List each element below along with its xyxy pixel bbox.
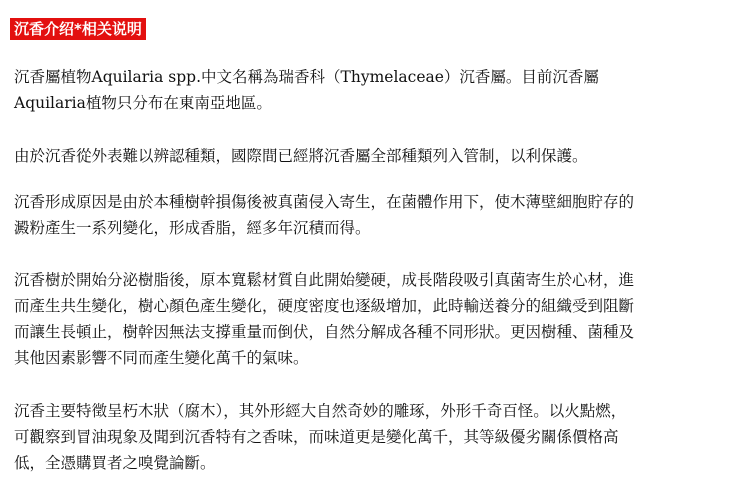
- paragraph-line: 沉香樹於開始分泌樹脂後，原本寬鬆材質自此開始變硬，成長階段吸引真菌寄生於心材，進: [14, 271, 635, 289]
- paragraph-line: 由於沉香從外表難以辨認種類，國際間已經將沉香屬全部種類列入管制，以利保護。: [14, 147, 588, 165]
- paragraph-line: Aquilaria植物只分布在東南亞地區。: [14, 94, 272, 112]
- paragraph-line: 低，全憑購買者之嗅覺論斷。: [14, 454, 216, 472]
- paragraph-line: 沉香形成原因是由於本種樹幹損傷後被真菌侵入寄生，在菌體作用下，使木薄壁細胞貯存的: [14, 193, 635, 211]
- paragraph-line: 沉香主要特徵呈朽木狀（腐木），其外形經大自然奇妙的雕琢，外形千奇百怪。以火點燃，: [14, 402, 627, 420]
- paragraph-3: [14, 189, 749, 241]
- paragraph-5: [14, 398, 749, 476]
- paragraph-line: 其他因素影響不同而產生變化萬千的氣味。: [14, 349, 309, 367]
- paragraph-4: [14, 267, 749, 371]
- paragraph-1: [14, 64, 749, 116]
- paragraph-line: 而產生共生變化，樹心顏色產生變化，硬度密度也逐級增加，此時輸送養分的組織受到阻斷: [14, 297, 635, 315]
- paragraph-line: 沉香屬植物Aquilaria spp.中文名稱為瑞香科（Thymelaceae）沉香屬。目前沉香屬: [14, 68, 599, 86]
- paragraph-2: [14, 143, 749, 169]
- paragraph-line: 可觀察到冒油現象及聞到沉香特有之香味，而味道更是變化萬千，其等級優劣關係價格高: [14, 428, 619, 446]
- article-title: 沉香介绍*相关说明: [10, 18, 146, 40]
- paragraph-line: 而讓生長頓止，樹幹因無法支撐重量而倒伏，自然分解成各種不同形狀。更因樹種、菌種及: [14, 323, 635, 341]
- paragraph-line: 澱粉產生一系列變化，形成香脂，經多年沉積而得。: [14, 219, 371, 237]
